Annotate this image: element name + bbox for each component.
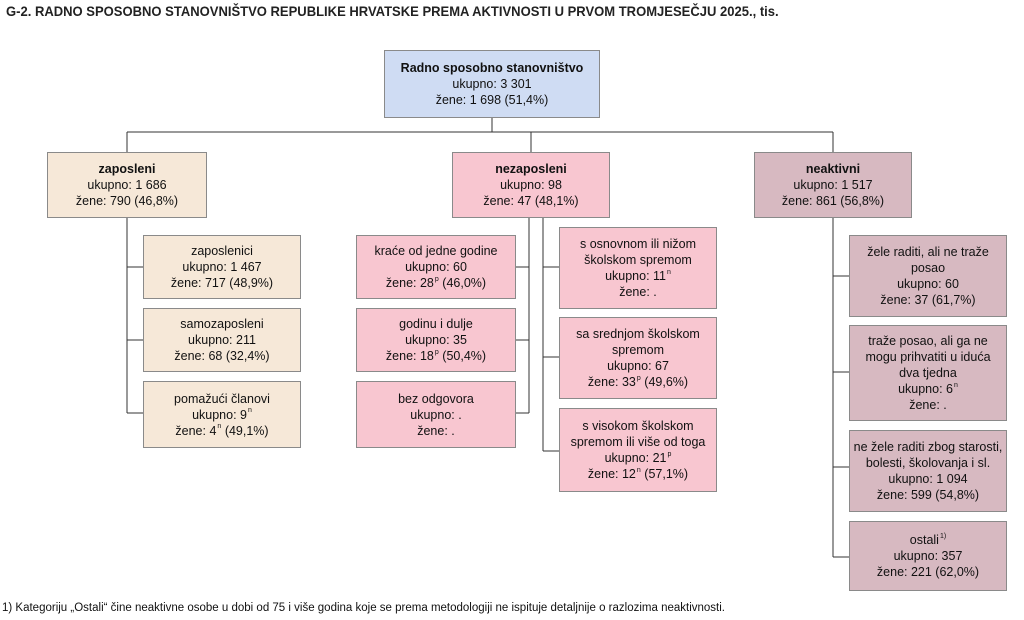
node-women: žene: 221 (62,0%) (876, 565, 980, 579)
unemployed-no-answer-node (356, 381, 516, 448)
node-title-line: spremom ili više od toga (570, 435, 706, 449)
node-title-line: posao (910, 261, 946, 275)
node-women: žene: 717 (48,9%) (170, 276, 274, 290)
node-total: ukupno: . (410, 407, 462, 422)
node-total: ukupno: 1 094 (888, 472, 968, 486)
node-title-line: mogu prihvatiti u iduća (865, 350, 991, 364)
node-women: žene: 33$^p$ (49,6%) (587, 374, 689, 389)
node-title-line: sa srednjom školskom (576, 327, 700, 341)
node-title-line: traže posao, ali ga ne (868, 334, 988, 348)
node-total: ukupno: 1 686 (87, 178, 167, 192)
node-title-line: spremom (611, 343, 665, 357)
node-women: žene: 28$^p$ (46,0%) (385, 275, 487, 290)
node-title: Radno sposobno stanovništvo (400, 61, 584, 75)
node-title-line: bolesti, školovanja i sl. (865, 456, 991, 470)
node-total: ukupno: 6$^n$ (898, 381, 958, 396)
node-title-line: dva tjedna (899, 366, 957, 380)
node-women: žene: . (619, 285, 657, 299)
node-title: nezaposleni (495, 162, 567, 176)
node-title: bez odgovora (398, 391, 474, 406)
unemployed-under-one-year-node (356, 235, 516, 299)
employed-employees-node (143, 235, 301, 299)
node-total: ukupno: 35 (405, 333, 467, 347)
node-women: žene: 599 (54,8%) (876, 488, 980, 502)
page-title: G-2. RADNO SPOSOBNO STANOVNIŠTVO REPUBLIKE HRVATSKE PREMA AKTIVNOSTI U PRVOM TROMJESEČJU 2025., tis. (6, 3, 779, 19)
node-total: ukupno: 211 (188, 333, 256, 347)
node-women: žene: . (417, 423, 455, 438)
node-title-line: ne žele raditi zbog starosti, (853, 440, 1003, 454)
node-total: ukupno: 1 517 (793, 178, 873, 192)
node-total: ukupno: 9$^n$ (192, 407, 252, 422)
node-women: žene: 68 (32,4%) (174, 349, 270, 363)
node-total: ukupno: 357 (893, 549, 963, 563)
node-total: ukupno: 1 467 (182, 260, 262, 274)
node-women: žene: 1 698 (51,4%) (435, 93, 549, 107)
inactive-others-node (849, 521, 1007, 591)
node-women: žene: 790 (46,8%) (75, 194, 179, 208)
node-women: žene: 12$^n$ (57,1%) (587, 466, 689, 481)
node-title: pomažući članovi (174, 391, 270, 406)
node-women: žene: 861 (56,8%) (781, 194, 885, 208)
inactive-node (754, 152, 912, 218)
node-total: ukupno: 67 (607, 359, 669, 373)
node-title: ostali$^{1)}$ (909, 532, 947, 547)
node-total: ukupno: 98 (500, 178, 562, 192)
node-total: ukupno: 3 301 (452, 77, 532, 91)
node-total: ukupno: 21$^p$ (604, 450, 672, 465)
node-women: žene: 37 (61,7%) (880, 293, 976, 307)
root-node (384, 50, 600, 118)
unemployed-secondary-education-node (559, 317, 717, 399)
node-women: žene: 4$^n$ (49,1%) (175, 423, 269, 438)
node-women: žene: 18$^p$ (50,4%) (385, 348, 487, 363)
unemployed-higher-education-node (559, 408, 717, 492)
node-title: godinu i dulje (399, 317, 473, 331)
inactive-seeking-unavailable-node (849, 325, 1007, 421)
node-women: žene: 47 (48,1%) (483, 194, 579, 208)
node-title-line: s osnovnom ili nižom (579, 237, 696, 251)
inactive-not-wanting-node (849, 430, 1007, 512)
unemployed-one-year-plus-node (356, 308, 516, 372)
node-title: zaposlenici (191, 244, 253, 258)
node-total: ukupno: 60 (897, 277, 959, 291)
employed-node (47, 152, 207, 218)
node-total: ukupno: 60 (405, 260, 467, 274)
node-women: žene: . (909, 398, 947, 412)
node-total: ukupno: 11$^n$ (605, 268, 671, 283)
node-title: neaktivni (805, 162, 861, 176)
employed-selfemployed-node (143, 308, 301, 372)
footnote: 1) Kategoriju „Ostali“ čine neaktivne osobe u dobi od 75 i više godina koje se prema metodologiji ne ispituje detaljnije o razlozima neaktivnosti. (2, 602, 725, 614)
node-title: kraće od jedne godine (374, 244, 498, 258)
node-title: samozaposleni (180, 317, 264, 331)
node-title: zaposleni (98, 162, 156, 176)
node-title-line: s visokom školskom (582, 419, 694, 433)
node-title-line: školskom spremom (584, 253, 692, 267)
unemployed-primary-education-node (559, 227, 717, 309)
inactive-want-work-node (849, 235, 1007, 317)
unemployed-node (452, 152, 610, 218)
node-title-line: žele raditi, ali ne traže (867, 245, 989, 259)
employed-helping-members-node (143, 381, 301, 448)
